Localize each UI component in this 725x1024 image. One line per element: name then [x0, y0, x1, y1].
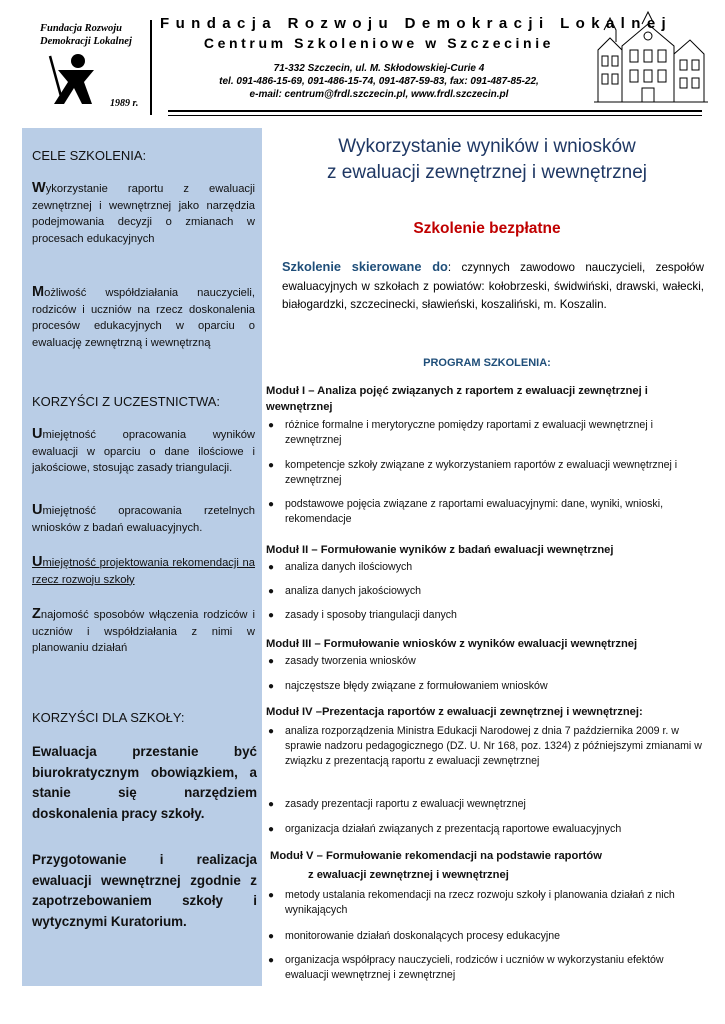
- walking-figure-icon: [44, 52, 104, 112]
- module-4-item-1: analiza rozporządzenia Ministra Edukacji Narodowej z dnia 7 października 2009 r. w sprawie nadzoru pedagogicznego (DZ. U. Nr 168, poz. 1324) z późniejszymi zmianami w związku z prezentacją raportu z ewaluacji zewnętrznej: [285, 725, 702, 767]
- program-heading: PROGRAM SZKOLENIA:: [423, 357, 551, 369]
- module-2-title: Moduł II – Formułowanie wyników z badań ewaluacji wewnętrznej: [266, 544, 614, 556]
- benefit-4-cap: Z: [32, 606, 41, 622]
- sidebar: [22, 128, 262, 986]
- module-5-title-line2: z ewaluacji zewnętrznej i wewnętrznej: [308, 869, 509, 881]
- school-benefit-2: Przygotowanie i realizacja ewaluacji wewnętrznej zgodnie z zapotrzebowaniem szkoły i wytycznymi Kuratorium.: [32, 852, 257, 929]
- benefit-4: [32, 606, 255, 657]
- module-3-item-1: zasady tworzenia wniosków: [285, 655, 416, 667]
- benefit-1-text: miejętność opracowania wyników ewaluacji w oparciu o dane ilościowe i jakościowe, stosując zasady triangulacji.: [32, 429, 255, 474]
- goal-2-text: ożliwość współdziałania nauczycieli, rodziców i uczniów na rzecz doskonalenia procesów edukacyjnych w oparciu o ewaluację zewnętrzną i wewnętrzną: [32, 287, 255, 349]
- target-lead: Szkolenie skierowane do: [282, 259, 448, 274]
- module-4-item-3: organizacja działań związanych z prezentacją raportowe ewaluacyjnych: [285, 823, 622, 835]
- benefits-heading: KORZYŚCI Z UCZESTNICTWA:: [32, 394, 221, 409]
- bullet-icon: ●: [268, 420, 275, 431]
- title-line1: Wykorzystanie wyników i wniosków: [338, 136, 636, 157]
- module-2-item-2: analiza danych jakościowych: [285, 585, 422, 597]
- list-item: [268, 888, 708, 920]
- module-4-list: [268, 724, 708, 839]
- benefit-2-text: miejętność opracowania rzetelnych wniosków z badań ewaluacyjnych.: [32, 505, 255, 534]
- school-benefits-heading: KORZYŚCI DLA SZKOŁY:: [32, 710, 185, 725]
- list-item: [268, 654, 708, 671]
- list-item: [268, 418, 708, 455]
- contact: e-mail: centrum@frdl.szczecin.pl, www.frdl.szczecin.pl: [249, 89, 509, 100]
- header: [0, 0, 725, 120]
- benefit-2: [32, 502, 255, 536]
- module-5-list: [268, 888, 708, 985]
- goals-heading: CELE SZKOLENIA:: [32, 148, 147, 163]
- module-2-list: [268, 560, 708, 625]
- logo-line1: Fundacja Rozwoju: [40, 23, 122, 34]
- list-item: [268, 608, 708, 625]
- bullet-icon: ●: [268, 656, 275, 667]
- foundation-logo: [40, 22, 152, 114]
- module-5-item-2: monitorowanie działań doskonalących procesy edukacyjne: [285, 930, 561, 942]
- header-text: [160, 14, 673, 101]
- module-4-item-2: zasady prezentacji raportu z ewaluacji wewnętrznej: [285, 798, 526, 810]
- bullet-icon: ●: [268, 955, 275, 966]
- module-1-item-2: kompetencje szkoły związane z wykorzystaniem raportów z ewaluacji wewnętrznej i zewnętrznej: [285, 459, 678, 486]
- module-2-item-3: zasady i sposoby triangulacji danych: [285, 609, 457, 621]
- bullet-icon: ●: [268, 726, 275, 737]
- module-3-title: Moduł III – Formułowanie wniosków z wyników ewaluacji wewnętrznej: [266, 638, 638, 650]
- list-item: [268, 797, 708, 814]
- bullet-icon: ●: [268, 586, 275, 597]
- goal-1-cap: W: [32, 180, 46, 196]
- benefit-1-cap: U: [32, 426, 43, 442]
- organization-name: Fundacja Rozwoju Demokracji Lokalnej: [160, 15, 673, 32]
- module-1-item-1: różnice formalne i merytoryczne pomiędzy raportami z ewaluacji wewnętrznej i zewnętrznej: [285, 419, 653, 446]
- bullet-icon: ●: [268, 890, 275, 901]
- target-text: : czynnych zawodowo nauczycieli, zespołów ewaluacyjnych w szkołach z powiatów: kołobrzeski, świdwiński, drawski, wałecki, białogardzki, szczecinecki, sławieński, koszaliński, m. Koszalin.: [282, 261, 704, 311]
- list-item: [268, 497, 708, 527]
- benefit-4-text: najomość sposobów włączenia rodziców i uczniów i współdziałania z nimi w planowaniu działań: [32, 609, 255, 654]
- free-training-label: Szkolenie bezpłatne: [413, 220, 561, 237]
- bullet-icon: ●: [268, 681, 275, 692]
- module-1-title: Moduł I – Analiza pojęć związanych z raportem z ewaluacji zewnętrznej i wewnętrznej: [266, 385, 648, 413]
- goal-2-cap: M: [32, 284, 45, 300]
- list-item: [268, 679, 708, 696]
- benefit-1: [32, 426, 255, 477]
- target-audience: [282, 258, 704, 315]
- center-name: Centrum Szkoleniowe w Szczecinie: [203, 35, 555, 51]
- benefit-3-cap: U: [32, 554, 43, 570]
- bullet-icon: ●: [268, 824, 275, 835]
- page-title: [262, 134, 712, 186]
- goal-2: [32, 284, 255, 351]
- benefit-3: [32, 554, 255, 588]
- module-1-item-3: podstawowe pojęcia związane z raportami ewaluacyjnymi: dane, wyniki, wnioski, rekomendacje: [285, 498, 664, 525]
- list-item: [268, 953, 708, 985]
- bullet-icon: ●: [268, 499, 275, 510]
- logo-line2: Demokracji Lokalnej: [40, 36, 132, 47]
- list-item: [268, 822, 708, 839]
- benefit-3-text: miejętność projektowania rekomendacji na rzecz rozwoju szkoły: [32, 557, 255, 586]
- list-item: [268, 458, 708, 495]
- module-5-title: Moduł V – Formułowanie rekomendacji na podstawie raportów: [270, 850, 602, 862]
- bullet-icon: ●: [268, 931, 275, 942]
- module-4-title: Moduł IV –Prezentacja raportów z ewaluacji zewnętrznej i wewnętrznej:: [266, 706, 643, 718]
- logo-divider: [150, 20, 152, 115]
- module-3-item-2: najczęstsze błędy związane z formułowaniem wniosków: [285, 680, 548, 692]
- list-item: [268, 929, 708, 946]
- phones: tel. 091-486-15-69, 091-486-15-74, 091-487-59-83, fax: 091-487-85-22,: [219, 76, 539, 87]
- module-3-list: [268, 654, 708, 696]
- module-2-item-1: analiza danych ilościowych: [285, 561, 413, 573]
- header-rule: [168, 110, 702, 112]
- title-line2: z ewaluacji zewnętrznej i wewnętrznej: [327, 162, 647, 183]
- goal-1-text: ykorzystanie raportu z ewaluacji zewnętrznej i wewnętrznej jako narzędzia podejmowania decyzji o zmianach w procesach edukacyjnych: [32, 183, 255, 245]
- module-5-item-3: organizacja współpracy nauczycieli, rodziców i uczniów w wykorzystaniu efektów ewaluacji wewnętrznej i zewnętrznej: [285, 954, 664, 981]
- bullet-icon: ●: [268, 460, 275, 471]
- list-item: [268, 560, 708, 577]
- benefit-2-cap: U: [32, 502, 43, 518]
- list-item: [268, 584, 708, 601]
- building-illustration-icon: [590, 10, 710, 110]
- bullet-icon: ●: [268, 610, 275, 621]
- header-rule-thin: [168, 115, 702, 116]
- module-1-list: [268, 418, 708, 527]
- school-benefit-1: Ewaluacja przestanie być biurokratycznym obowiązkiem, a stanie się narzędziem doskonalenia pracy szkoły.: [32, 744, 257, 821]
- bullet-icon: ●: [268, 799, 275, 810]
- module-5-item-1: metody ustalania rekomendacji na rzecz rozwoju szkoły i planowania działań z nich wynikających: [285, 889, 675, 916]
- goal-1: [32, 180, 255, 247]
- logo-year: 1989 r.: [110, 98, 139, 109]
- address: 71-332 Szczecin, ul. M. Skłodowskiej-Curie 4: [273, 63, 485, 74]
- list-item: [268, 724, 708, 788]
- bullet-icon: ●: [268, 562, 275, 573]
